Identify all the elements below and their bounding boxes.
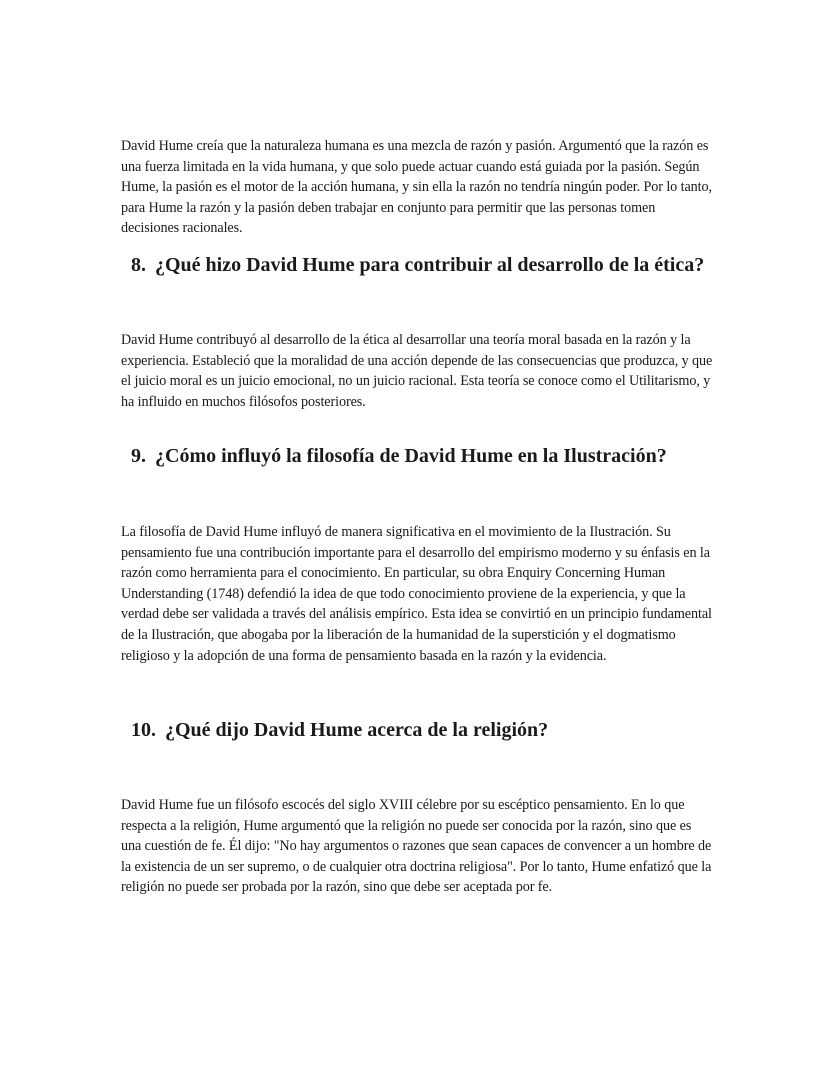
answer-7-paragraph: David Hume creía que la naturaleza humana es una mezcla de razón y pasión. Argumentó que la razón es una fuerza limitada en la vida humana, y que solo puede actuar cuando está guiada por la pasión. Según Hume, la pasión es el motor de la acción humana, y sin ella la razón no tendría ningún poder. Por lo tanto, para Hume la razón y la pasión deben trabajar en conjunto para permitir que las personas tomen decisiones racionales. bbox=[121, 138, 712, 237]
question-8-text: ¿Qué hizo David Hume para contribuir al desarrollo de la ética? bbox=[155, 254, 705, 276]
question-10-number: 10. bbox=[131, 719, 156, 741]
question-10-text: ¿Qué dijo David Hume acerca de la religión? bbox=[165, 719, 549, 741]
answer-10-paragraph: David Hume fue un filósofo escocés del siglo XVIII célebre por su escéptico pensamiento. En lo que respecta a la religión, Hume argumentó que la religión no puede ser conocida por la razón, sino que es una cuestión de fe. Él dijo: "No hay argumentos o razones que sean capaces de convencer a un hombre de la existencia de un ser supremo, o de cualquier otra doctrina religiosa". Por lo tanto, Hume enfatizó que la religión no puede ser probada por la razón, sino que debe ser aceptada por fe. bbox=[121, 797, 712, 896]
question-9-number: 9. bbox=[131, 445, 146, 467]
question-9-text: ¿Cómo influyó la filosofía de David Hume en la Ilustración? bbox=[155, 445, 667, 467]
question-8-heading bbox=[131, 251, 704, 279]
question-9-heading bbox=[131, 442, 667, 470]
answer-8-paragraph: David Hume contribuyó al desarrollo de la ética al desarrollar una teoría moral basada en la razón y la experiencia. Estableció que la moralidad de una acción depende de las consecuencias que produzca, y que el juicio moral es un juicio emocional, no un juicio racional. Esta teoría se conoce como el Utilitarismo, y ha influido en muchos filósofos posteriores. bbox=[121, 332, 713, 410]
question-8-number: 8. bbox=[131, 254, 146, 276]
question-10-heading bbox=[131, 716, 548, 744]
answer-9-paragraph: La filosofía de David Hume influyó de manera significativa en el movimiento de la Ilustración. Su pensamiento fue una contribución importante para el desarrollo del empirismo moderno y su énfasis en la razón como herramienta para el conocimiento. En particular, su obra Enquiry Concerning Human Understanding (1748) defendió la idea de que todo conocimiento proviene de la experiencia, y que la verdad debe ser validada a través del análisis empírico. Esta idea se convirtió en un principio fundamental de la Ilustración, que abogaba por la liberación de la humanidad de la superstición y el dogmatismo religioso y la adopción de una forma de pensamiento basada en la razón y la evidencia. bbox=[121, 524, 712, 664]
